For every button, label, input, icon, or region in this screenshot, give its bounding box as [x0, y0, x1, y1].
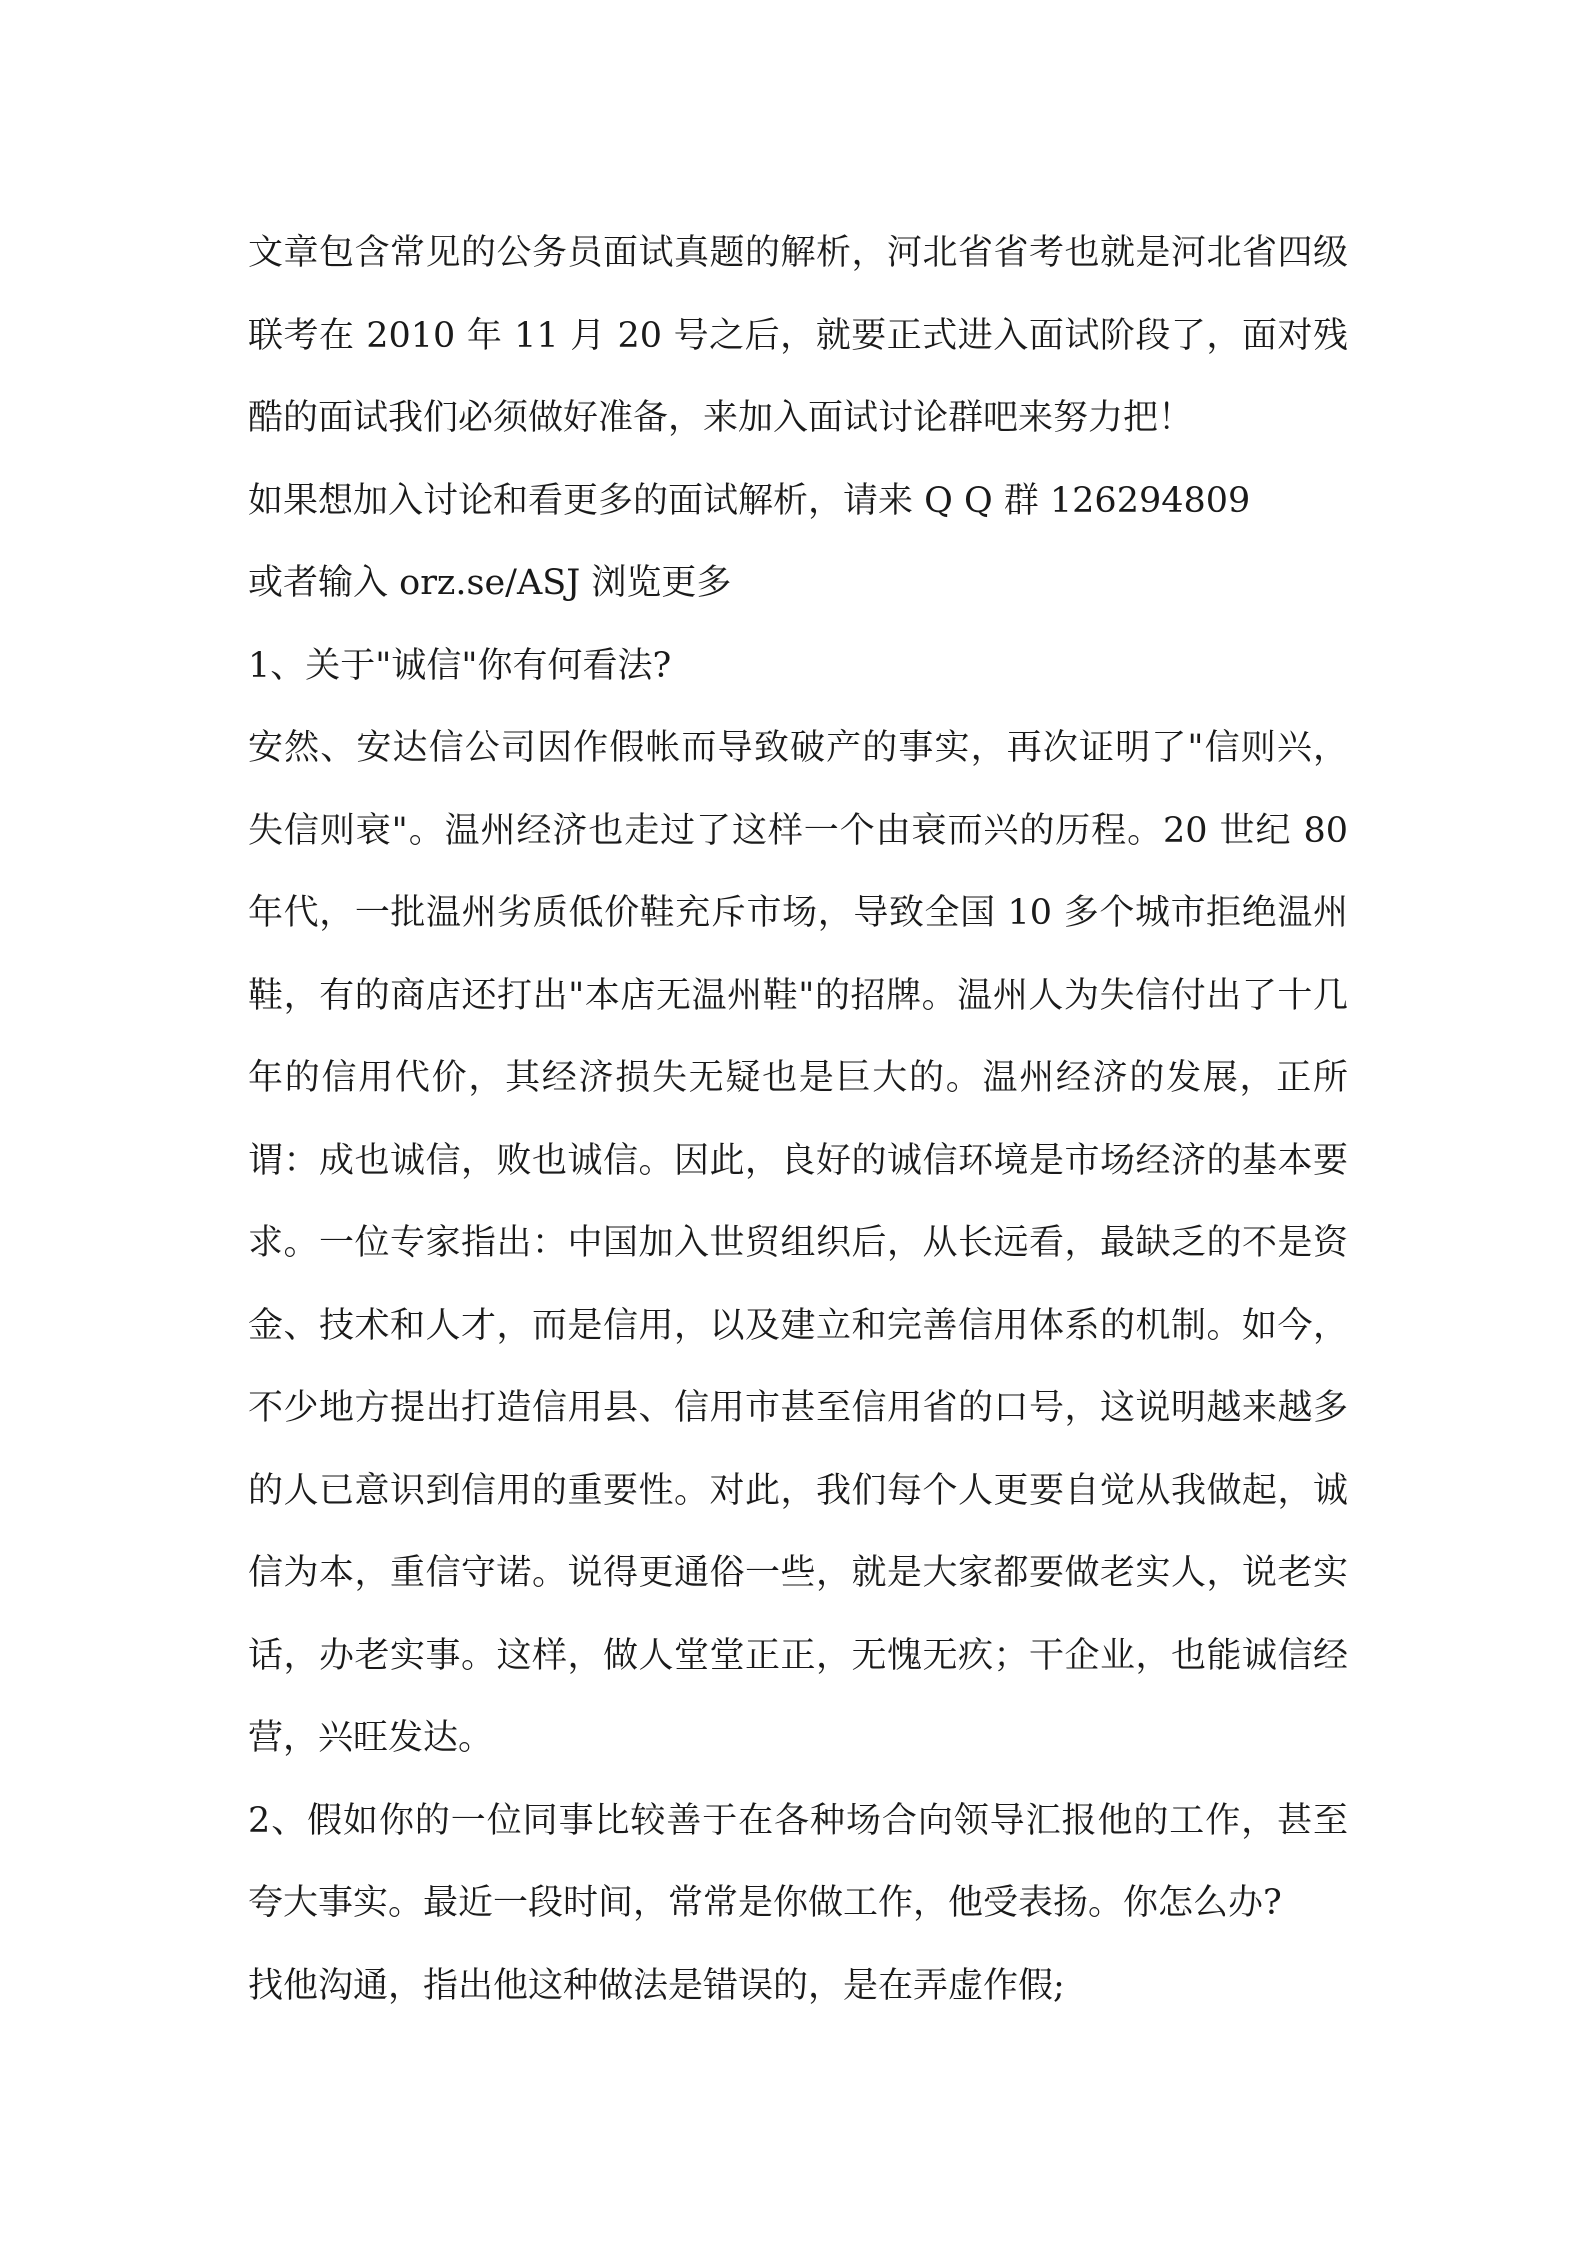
question-1-heading: 1、关于"诚信"你有何看法? — [248, 645, 672, 686]
url-line: 或者输入 orz.se/ASJ 浏览更多 — [248, 563, 732, 603]
answer-2-paragraph: 找他沟通，指出他这种做法是错误的，是在弄虚作假; — [248, 1965, 1065, 2006]
answer-1-paragraph: 安然、安达信公司因作假帐而导致破产的事实，再次证明了"信则兴，失信则衰"。温州经济也走过了这样一个由衰而兴的历程。20 世纪 80 年代，一批温州劣质低价鞋充斥市场，导致全国 10 多个城市拒绝温州鞋，有的商店还打出"本店无温州鞋"的招牌。温州人为失信付出了十几年的信用代价，其经济损失无疑也是巨大的。温州经济的发展，正所谓：成也诚信，败也诚信。因此，良好的诚信环境是市场经济的基本要求。一位专家指出：中国加入世贸组织后，从长远看，最缺乏的不是资金、技术和人才，而是信用，以及建立和完善信用体系的机制。如今，不少地方提出打造信用县、信用市甚至信用省的口号，这说明越来越多的人已意识到信用的重要性。对此，我们每个人更要自觉从我做起，诚信为本，重信守诺。说得更通俗一些，就是大家都要做老实人，说老实话，办老实事。这样，做人堂堂正正，无愧无疚；干企业，也能诚信经营，兴旺发达。 — [248, 728, 1348, 1758]
qq-group-line: 如果想加入讨论和看更多的面试解析，请来 Q Q 群 126294809 — [248, 480, 1251, 521]
question-2-heading: 2、假如你的一位同事比较善于在各种场合向领导汇报他的工作，甚至夸大事实。最近一段时间，常常是你做工作，他受表扬。你怎么办? — [248, 1800, 1348, 1923]
intro-paragraph: 文章包含常见的公务员面试真题的解析，河北省省考也就是河北省四级联考在 2010 年 11 月 20 号之后，就要正式进入面试阶段了，面对残酷的面试我们必须做好准备，来加入面试讨论群吧来努力把！ — [248, 233, 1348, 438]
document-body — [248, 212, 1348, 2027]
